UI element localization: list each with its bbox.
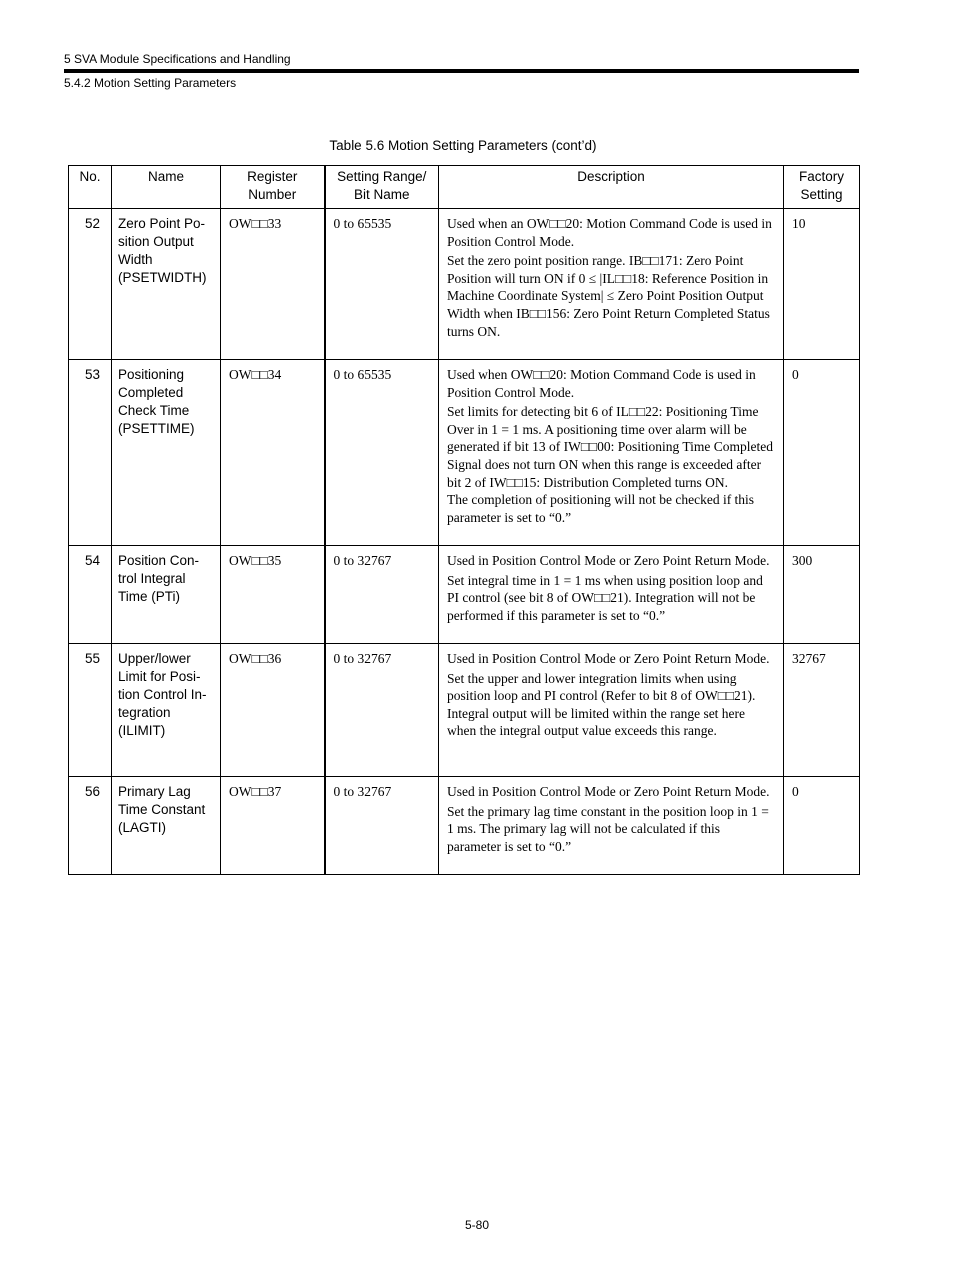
cell-description: Used in Position Control Mode or Zero Point Return Mode. Set integral time in 1 = 1 ms when using position loop and PI control (see bit 8 of OW□□21). Integration will not be performed if this parameter is set to “0.”	[439, 546, 784, 644]
cell-range: 0 to 65535	[325, 360, 439, 546]
table-row	[69, 360, 860, 546]
cell-no: 54	[69, 546, 112, 644]
col-header-no: No.	[69, 166, 112, 209]
cell-no: 52	[69, 209, 112, 360]
cell-name: Primary Lag Time Constant (LAGTI)	[112, 777, 221, 875]
cell-range: 0 to 32767	[325, 777, 439, 875]
cell-range: 0 to 32767	[325, 546, 439, 644]
table-caption-text: Table 5.6 Motion Setting Parameters (cont’d)	[329, 138, 597, 153]
col-header-name: Name	[112, 166, 221, 209]
col-header-description: Description	[439, 166, 784, 209]
table-row	[69, 546, 860, 644]
cell-no: 55	[69, 644, 112, 777]
cell-factory-setting: 0	[784, 360, 860, 546]
cell-description: Used in Position Control Mode or Zero Point Return Mode. Set the primary lag time constant in the position loop in 1 = 1 ms. The primary lag will not be calculated if this parameter is set to “0.”	[439, 777, 784, 875]
cell-no: 56	[69, 777, 112, 875]
cell-name: Positioning Completed Check Time (PSETTIME)	[112, 360, 221, 546]
cell-range: 0 to 65535	[325, 209, 439, 360]
cell-no: 53	[69, 360, 112, 546]
table-caption	[0, 138, 954, 153]
cell-register: OW□□34	[221, 360, 325, 546]
table-row	[69, 777, 860, 875]
header-rule	[64, 69, 859, 73]
col-header-factory: Factory Setting	[784, 166, 860, 209]
cell-register: OW□□35	[221, 546, 325, 644]
page-number: 5-80	[464, 1218, 490, 1232]
cell-description: Used when OW□□20: Motion Command Code is used in Position Control Mode. Set limits for detecting bit 6 of IL□□22: Positioning Time Over in 1 = 1 ms. A positioning time over alarm will be generated if bit 13 of IW□□00: Positioning Time Completed Signal does not turn ON when this range is exceeded after bit 2 of IW□□15: Distribution Completed turns ON. The completion of positioning will not be checked if this parameter is set to “0.”	[439, 360, 784, 546]
cell-description: Used when an OW□□20: Motion Command Code is used in Position Control Mode. Set the zero point position range. IB□□171: Zero Point Position will turn ON if 0 ≤ |IL□□18: Reference Position in Machine Coordinate System| ≤ Zero Point Position Output Width when IB□□156: Zero Point Return Completed Status turns ON.	[439, 209, 784, 360]
cell-register: OW□□36	[221, 644, 325, 777]
table-row	[69, 209, 860, 360]
motion-setting-parameters-table	[68, 165, 860, 875]
cell-factory-setting: 32767	[784, 644, 860, 777]
running-header-section: 5.4.2 Motion Setting Parameters	[64, 76, 237, 90]
col-header-range: Setting Range/ Bit Name	[325, 166, 439, 209]
cell-range: 0 to 32767	[325, 644, 439, 777]
table-row	[69, 644, 860, 777]
cell-factory-setting: 300	[784, 546, 860, 644]
cell-description: Used in Position Control Mode or Zero Point Return Mode. Set the upper and lower integration limits when using position loop and PI control (Refer to bit 8 of OW□□21). Integral output will be limited within the range set here when the integral output value exceeds this range.	[439, 644, 784, 777]
cell-name: Position Con- trol Integral Time (PTi)	[112, 546, 221, 644]
cell-register: OW□□33	[221, 209, 325, 360]
running-header-chapter: 5 SVA Module Specifications and Handling	[64, 52, 291, 66]
cell-name: Zero Point Po- sition Output Width (PSETWIDTH)	[112, 209, 221, 360]
cell-name: Upper/lower Limit for Posi- tion Control In- tegration (ILIMIT)	[112, 644, 221, 777]
col-header-register: Register Number	[221, 166, 325, 209]
cell-factory-setting: 0	[784, 777, 860, 875]
table-header-row	[69, 166, 860, 209]
cell-factory-setting: 10	[784, 209, 860, 360]
cell-register: OW□□37	[221, 777, 325, 875]
